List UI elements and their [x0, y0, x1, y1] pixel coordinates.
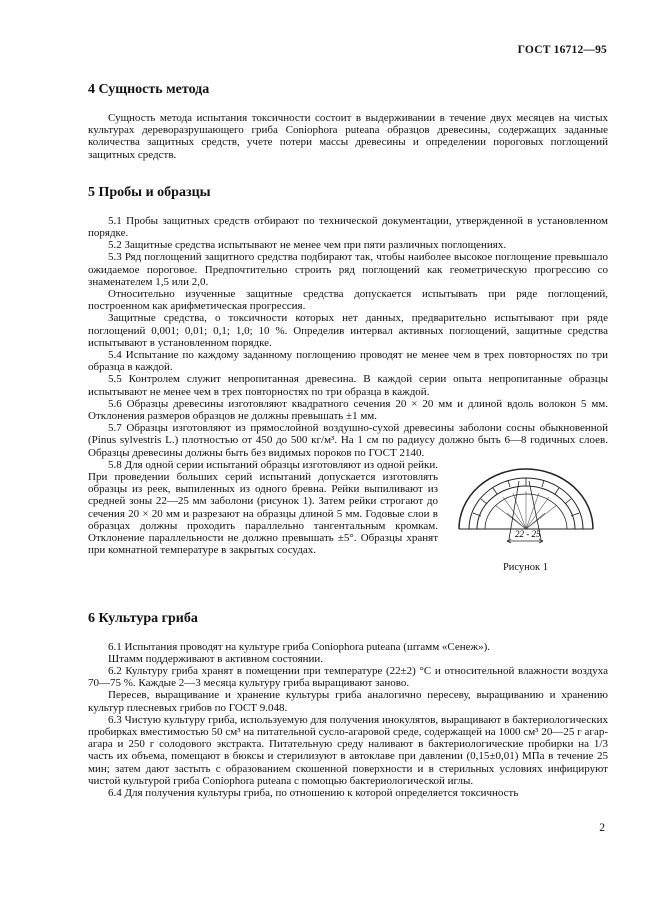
dimension-label: 22 - 25 — [514, 528, 540, 539]
paragraph: 5.6 Образцы древесины изготовляют квадратного сечения 20 × 20 мм и длиной вдоль волокон 5 мм. Отклонения размеров образцов не должны превышать ±1 мм. — [88, 397, 608, 423]
paragraph: Защитные средства, о токсичности которых нет данных, предварительно испытывают при ряде поглощений 0,001; 0,01; 0,1; 1,0; 10 %. Определив интервал активных поглощений, защитные средства испытывают в установленном порядке. — [88, 312, 608, 349]
paragraph: 5.7 Образцы изготовляют из прямослойной воздушно-сухой древесины заболони сосны обыкновенной (Pinus sylvestris L.) плотностью от 450 до 500 кг/м³. На 1 см по радиусу должно быть 6—8 годичных слоев. Образцы древесины должны быть без видимых пороков по ГОСТ 2140. — [88, 422, 608, 459]
paragraph: 5.1 Пробы защитных средств отбирают по технической документации, утвержденной в установленном порядке. — [88, 214, 608, 240]
paragraph: 6.1 Испытания проводят на культуре гриба Coniophora puteana (штамм «Сенеж»). — [108, 640, 491, 653]
paragraph: 5.4 Испытание по каждому заданному поглощению проводят не менее чем в трех повторностях по три образца в каждой. — [88, 349, 608, 374]
paragraph: 5.3 Ряд поглощений защитного средства подбирают так, чтобы наиболее высокое поглощение превышало ожидаемое пороговое. Предпочтительно строить ряд поглощений как геометрическую прогрессию со знаменателем 1,5 или 2,0. — [88, 251, 608, 288]
wood-cross-section-diagram — [451, 461, 601, 551]
paragraph: Пересев, выращивание и хранение культуры гриба аналогично пересеву, выращиванию и хранению культур плесневых грибов по ГОСТ 9.048. — [88, 689, 608, 714]
figure-wrap-block — [88, 458, 608, 573]
paragraph: Сущность метода испытания токсичности состоит в выдерживании в течение двух месяцев на чистых культурах дереворазрушающего гриба Coniophora puteana образцов древесины, содержащих заданные количества защитных средств, учете потери массы древесины и определении пороговых поглощений защитных средств. — [88, 112, 608, 161]
paragraph: Относительно изученные защитные средства допускается испытывать при ряде поглощений, построенном как арифметическая прогрессия. — [88, 288, 608, 313]
paragraph: 5.5 Контролем служит непропитанная древесина. В каждой серии опыта непропитанные образцы испытывают не менее чем в трех повторностях по три образца в каждой. — [88, 373, 608, 398]
paragraph: 6.2 Культуру гриба хранят в помещении при температуре (22±2) °С и относительной влажности воздуха 70—75 %. Каждые 2—3 месяца культуру гриба выращивают заново. — [88, 664, 608, 690]
paragraph: Штамм поддерживают в активном состоянии. — [108, 652, 324, 665]
document-body — [88, 72, 608, 799]
page-number: 2 — [599, 822, 605, 834]
figure-1 — [443, 461, 608, 573]
section-title-6: 6 Культура гриба — [88, 610, 198, 626]
document-header: ГОСТ 16712—95 — [517, 44, 607, 56]
section-title-4: 4 Сущность метода — [88, 82, 210, 97]
figure-caption: Рисунок 1 — [502, 561, 549, 573]
paragraph: 6.4 Для получения культуры гриба, по отношению к которой определяется токсичность — [108, 786, 519, 799]
section-title-5: 5 Пробы и образцы — [88, 184, 211, 200]
paragraph: 6.3 Чистую культуру гриба, используемую для получения инокулятов, выращивают в бактериологических пробирках вместимостью 50 см³ на питательной сусло-агаровой среде, содержащей на 1000 см³ 20—25 г агар-агара и 250 г солодового экстракта. Питательную среду наливают в бактериологические пробирки на 1/3 часть их объема, помещают в бюксы и стерилизуют в автоклаве при давлении (0,15±0,01) МПа в течение 25 мин; затем дают застыть с образованием скошенной поверхности и в стерильных условиях инфицируют чистой культурой гриба Coniophora puteana с помощью бактериологической иглы. — [88, 713, 608, 787]
paragraph: 5.2 Защитные средства испытывают не менее чем при пяти различных поглощениях. — [108, 239, 507, 252]
paragraph: 5.8 Для одной серии испытаний образцы изготовляют из одной рейки. При проведении больших серий испытаний допускается изготовлять образцы из реек, выпиленных из одного бревна. Рейки выпиливают из средней зоны 22—25 мм заболони (рисунок 1). Затем рейки строгают до сечения 20 × 20 мм и разрезают на образцы длиной 5 мм. Годовые слои в образцах должны проходить параллельно тангентальным кромкам. Отклонение параллельности не должно превышать ±5°. Образцы хранят при комнатной температуре в закрытых сосудах. — [88, 458, 438, 557]
